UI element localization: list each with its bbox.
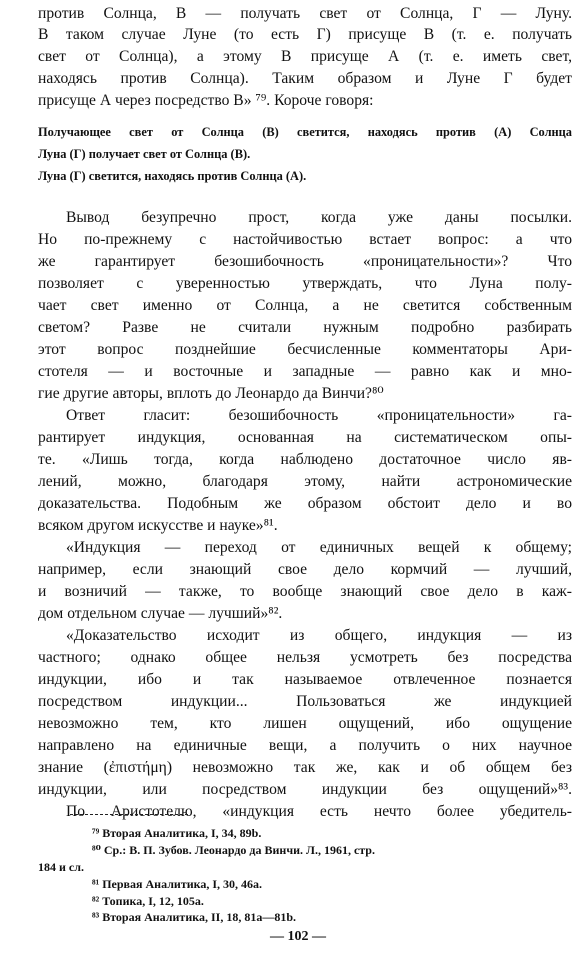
text-line: рантирует индукция, основанная на систематическом опы-: [38, 429, 572, 446]
paragraph-first-line: Вывод безупречно прост, когда уже даны посылки.: [66, 209, 572, 226]
paragraph-first-line: «Индукция — переход от единичных вещей к общему;: [66, 539, 572, 556]
footnote-separator: [70, 814, 188, 815]
text-line: те. «Лишь тогда, когда наблюдено достаточное число яв-: [38, 451, 572, 468]
text-line: всяком другом искусстве и науке»⁸¹.: [38, 517, 278, 534]
text-line: лений, можно, благодаря этому, найти астрономические: [38, 473, 572, 490]
footnote-80: ⁸⁰ Ср.: В. П. Зубов. Леонардо да Винчи. Л., 1961, стр.: [92, 843, 375, 857]
footnote-81: ⁸¹ Первая Аналитика, I, 30, 46a.: [92, 877, 263, 891]
text-line: например, если знающий свое дело кормчий — лучший,: [38, 561, 572, 578]
text-line: Но по-прежнему с настойчивостью встает вопрос: а что: [38, 231, 572, 248]
syllogism-premise-minor: Луна (Г) получает свет от Солнца (В).: [38, 147, 251, 161]
text-line: индукции, или посредством индукции без ощущений»⁸³.: [38, 781, 572, 798]
text-line: невозможно тем, кто лишен ощущений, ибо ощущение: [38, 715, 572, 732]
text-line: дом отдельном случае — лучший»⁸².: [38, 605, 283, 622]
text-line: позволяет с уверенностью утверждать, что Луна полу-: [38, 275, 572, 292]
paragraph-first-line: Ответ гласит: безошибочность «проницательности» га-: [66, 407, 572, 424]
text-line: чает свет именно от Солнца, а не светится собственным: [38, 297, 572, 314]
footnote-80-cont: 184 и сл.: [38, 860, 84, 874]
footnote-82: ⁸² Топика, I, 12, 105a.: [92, 894, 204, 908]
paragraph-first-line: «Доказательство исходит из общего, индукция — из: [66, 627, 572, 644]
text-line: В таком случае Луне (то есть Г) присуще В (т. е. получать: [38, 26, 572, 43]
text-line: частного; однако общее нельзя усмотреть без посредства: [38, 649, 572, 666]
text-line: посредством индукции... Пользоваться же индукцией: [38, 693, 572, 710]
text-line: светом? Разве не считали нужным подробно разбирать: [38, 319, 572, 336]
text-line: доказательства. Подобным же образом обстоит дело и во: [38, 495, 572, 512]
page-number: — 102 —: [270, 929, 326, 944]
text-line: индукции, ибо и так называемое отвлеченное познается: [38, 671, 572, 688]
footnote-83: ⁸³ Вторая Аналитика, II, 18, 81a—81b.: [92, 910, 296, 924]
syllogism-premise-major: Получающее свет от Солнца (В) светится, находясь против (А) Солнца: [38, 125, 572, 139]
text-line: и возничий — также, то вообще знающий свое дело в каж-: [38, 583, 572, 600]
text-line: знание (ἐπιστήμη) невозможно так же, как и об общем без: [38, 759, 572, 776]
text-line: присуще А через посредство В» ⁷⁹. Короче говоря:: [38, 92, 374, 109]
text-line: же гарантирует безошибочность «проницательности»? Что: [38, 253, 572, 270]
text-line: этот вопрос позднейшие бесчисленные комментаторы Ари-: [38, 341, 572, 358]
text-line: находясь против Солнца). Таким образом и Луне Г будет: [38, 70, 572, 87]
text-line: направлено на единичные вещи, а получить о них научное: [38, 737, 572, 754]
text-line: гие другие авторы, вплоть до Леонардо да Винчи?⁸⁰: [38, 385, 384, 402]
text-line: свет от Солнца), а этому В присуще А (т. е. иметь свет,: [38, 48, 572, 65]
paragraph-first-line: По Аристотелю, «индукция есть нечто более убедитель-: [66, 803, 572, 820]
text-line: против Солнца, В — получать свет от Солнца, Г — Луну.: [38, 5, 572, 22]
footnote-79: ⁷⁹ Вторая Аналитика, I, 34, 89b.: [92, 826, 262, 840]
text-line: стотеля — и восточные и западные — равно как и мно-: [38, 363, 572, 380]
syllogism-conclusion: Луна (Г) светится, находясь против Солнца (А).: [38, 169, 307, 183]
